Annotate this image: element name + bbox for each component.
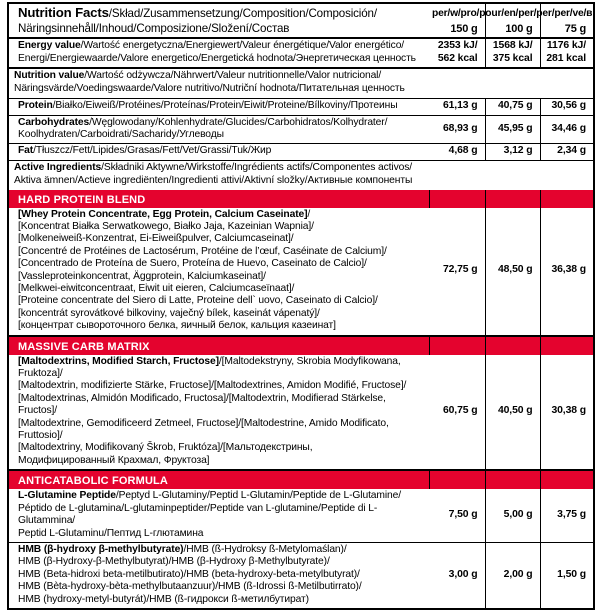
column-amount-2: 100 g [505, 22, 533, 35]
table-row [8, 355, 594, 471]
value-line-1: 40,50 g [497, 405, 533, 417]
section-band-row [8, 190, 594, 208]
value-line-2: 281 kcal [546, 52, 586, 64]
ingredient-name-8 [8, 208, 429, 336]
column-amount-3: 75 g [564, 22, 586, 35]
section-band-spacer-3 [540, 470, 594, 489]
section-band-spacer-1 [429, 470, 485, 489]
value-line-1: 2353 kJ/ [437, 40, 478, 52]
section-band-spacer-3 [540, 336, 594, 355]
panel-title-langs: /Skład/Zusammensetzung/Composition/Composición/ [108, 7, 377, 20]
value-line-1: 5,00 g [503, 508, 533, 520]
value-cell-1-3 [540, 38, 594, 68]
value-cell-5-2 [485, 144, 540, 161]
ingredient-lead-langs: /Tłuszcz/Fett/Lipides/Grasas/Fett/Vet/Grassi/Tuk/Жир [33, 145, 272, 157]
ingredient-line-8: [Proteine concentrate del Siero di Latte, Proteine dell` uovo, Caseinato di Calcio]/ [18, 295, 378, 307]
value-line-1: 1568 kJ/ [492, 40, 533, 52]
section-band [8, 190, 429, 208]
value-line-1: 1,50 g [557, 568, 586, 580]
value-cell-13-3 [540, 542, 594, 609]
ingredient-line-2: HMB (β-Hydroxy-β-Methylbutyrat)/HMB (β-Hydroxy β-Methylbutyrate)/ [18, 556, 330, 568]
ingredient-name-4 [8, 115, 429, 144]
ingredient-name-3 [8, 98, 429, 115]
ingredient-line-1 [18, 117, 425, 129]
section-band-title: HARD PROTEIN BLEND [18, 193, 146, 206]
value-cell-12-2 [485, 489, 540, 542]
value-cell-4-1 [429, 115, 485, 144]
ingredient-lead-langs: / [307, 208, 311, 220]
ingredient-line-2: [Maltodextrin, modifizierte Stärke, Fructose]/[Maltodextrines, Amidon Modifié, Fructose]/ [18, 380, 407, 392]
value-line-1: 61,13 g [442, 99, 478, 111]
section-band-row [8, 470, 594, 489]
section-band-spacer-1 [429, 190, 485, 208]
value-line-1: 68,93 g [442, 122, 478, 134]
table-row [8, 489, 594, 542]
ingredient-name-2 [8, 68, 594, 98]
ingredient-line-6: Модифицированный Крахмал, Фруктоза] [18, 454, 210, 466]
ingredient-line-5: [Maltodextriny, Modifikovaný Škrob, Fruktóza]/[Мальтодекстрины, [18, 442, 313, 454]
ingredient-line-1 [18, 145, 425, 157]
value-cell-10-2 [485, 355, 540, 471]
panel-title-bold: Nutrition Facts [18, 5, 109, 20]
table-row [8, 38, 594, 68]
value-line-1: 3,75 g [557, 508, 586, 520]
ingredient-lead: L-Glutamine Peptide [18, 490, 116, 502]
ingredient-name-5 [8, 144, 429, 161]
ingredient-line-1 [18, 356, 425, 381]
ingredient-lead: HMB (β-hydroxy β-methylbutyrate) [18, 543, 184, 555]
value-line-1: 36,38 g [551, 264, 586, 276]
value-line-1: 34,46 g [551, 122, 586, 134]
ingredient-line-2: Aktiva ämnen/Actieve ingrediënten/Ingredienti attivi/Aktivní složky/Активные компоненты [14, 174, 413, 186]
ingredient-lead-langs: /HMB (ß-Hydroksy ß-Metylomaślan)/ [183, 543, 347, 555]
section-band-spacer-3 [540, 190, 594, 208]
table-header-row [8, 3, 594, 38]
ingredient-line-4: [Maltodextrine, Gemodificeerd Zetmeel, Fructose]/[Maltodestrine, Amido Modificato, Fruttosio]/ [18, 417, 389, 442]
ingredient-lead: [Whey Protein Concentrate, Egg Protein, Calcium Caseinate] [18, 208, 308, 220]
section-band [8, 470, 429, 489]
value-cell-8-2 [485, 208, 540, 336]
ingredient-lead-langs: /Wartość energetyczna/Energiewert/Valeur énergétique/Valor energético/ [80, 40, 405, 52]
value-cell-13-1 [429, 542, 485, 609]
value-line-1: 3,12 g [503, 145, 533, 157]
value-cell-13-2 [485, 542, 540, 609]
ingredient-lead-langs: /Białko/Eiweiß/Protéines/Proteínas/Protein/Eiwit/Proteine/Bílkoviny/Протеины [52, 100, 398, 112]
ingredient-name-13 [8, 542, 429, 609]
ingredient-line-1 [18, 490, 425, 502]
ingredient-line-2: Koolhydraten/Carboidrati/Sacharidy/Углеводы [18, 128, 224, 140]
ingredient-line-6: [Vassleproteinkoncentrat, Äggprotein, Kalciumkaseinat]/ [18, 270, 266, 282]
section-band-title: MASSIVE CARB MATRIX [18, 340, 150, 353]
ingredient-lead-langs: /[Maltodekstryny, Skrobia Modyfikowana, Fruktoza]/ [18, 355, 401, 380]
value-cell-12-3 [540, 489, 594, 542]
ingredient-lead-langs: /Peptyd L-Glutaminy/Peptid L-Glutamin/Peptide de L-Glutamine/ [115, 490, 401, 502]
ingredient-lead: Nutrition value [14, 70, 85, 82]
panel-title-line1 [18, 6, 425, 22]
ingredient-name-1 [8, 38, 429, 68]
value-cell-5-3 [540, 144, 594, 161]
section-band-spacer-2 [485, 336, 540, 355]
ingredient-line-1 [18, 544, 425, 556]
value-cell-10-3 [540, 355, 594, 471]
ingredient-name-6 [8, 160, 594, 189]
section-band-spacer-1 [429, 336, 485, 355]
column-amount-1: 150 g [450, 22, 478, 35]
ingredient-line-1 [14, 70, 589, 83]
value-line-2: 375 kcal [492, 52, 533, 64]
value-line-1: 2,00 g [503, 568, 533, 580]
table-row [8, 208, 594, 336]
table-row [8, 98, 594, 115]
table-row [8, 68, 594, 98]
section-band-spacer-2 [485, 470, 540, 489]
value-line-1: 30,38 g [551, 405, 586, 417]
per-serving-label: per/w/pro/pour/en/per/per/per/ve/в [432, 8, 593, 19]
ingredient-lead: Protein [18, 100, 53, 112]
ingredient-line-2: [Koncentrat Białka Serwatkowego, Białko Jaja, Kazeinian Wapnia]/ [18, 220, 314, 232]
ingredient-line-5: [Concentrado de Proteína de Suero, Proteína de Huevo, Caseinato de Calcio]/ [18, 258, 367, 270]
value-cell-1-1 [429, 38, 485, 68]
ingredient-line-1 [18, 209, 425, 221]
value-line-1: 4,68 g [448, 145, 478, 157]
value-line-1: 48,50 g [497, 264, 533, 276]
ingredient-line-3: Peptid L-Glutaminu/Пептид L-глютамина [18, 527, 204, 539]
ingredient-lead-langs: /Wartość odżywcza/Nährwert/Valeur nutritionnelle/Valor nutricional/ [84, 70, 382, 82]
table-row [8, 160, 594, 189]
ingredient-name-12 [8, 489, 429, 542]
panel-title-line2: Näringsinnehåll/Inhoud/Composizione/Složení/Состав [18, 21, 290, 35]
ingredient-line-1 [14, 162, 589, 175]
ingredient-lead-langs: /Węglowodany/Kohlenhydrate/Glucides/Carbohidratos/Kolhydrater/ [89, 116, 388, 128]
value-cell-8-3 [540, 208, 594, 336]
table-row [8, 115, 594, 144]
value-cell-1-2 [485, 38, 540, 68]
value-cell-10-1 [429, 355, 485, 471]
section-band-spacer-2 [485, 190, 540, 208]
ingredient-line-2: Energi/Energiewaarde/Valore energetico/Energetická hodnota/Энергетическая ценность [18, 52, 416, 64]
ingredient-line-9: [koncentrát syrovátkové bilkoviny, vaječný bílek, kaseinát vápenatý]/ [18, 307, 320, 319]
table-body [8, 3, 594, 609]
value-line-1: 72,75 g [442, 264, 478, 276]
table-row [8, 542, 594, 609]
ingredient-line-3: [Maltodextrinas, Almidón Modificado, Fructosa]/[Maltodextrin, Modifierad Stärkelse, Fructos]/ [18, 392, 386, 417]
ingredient-line-2: Péptido de L-glutamina/L-glutaminpeptider/Peptide van L-glutamine/Peptide di L-Glutammina/ [18, 502, 378, 527]
panel-title [8, 3, 429, 38]
ingredient-line-4: [Concentré de Protéines de Lactosérum, Protéine de l’œuf, Caséinate de Calcium]/ [18, 245, 387, 257]
nutrition-facts-table [7, 2, 595, 610]
ingredient-line-3: [Molkeneiweiß-Konzentrat, Ei-Eiweißpulver, Calciumcaseinat]/ [18, 233, 294, 245]
ingredient-line-10: [концентрат сывороточного белка, яичный белок, кальция казеинат] [18, 320, 336, 332]
value-line-1: 60,75 g [442, 405, 478, 417]
ingredient-line-4: HMB (Bèta-hydroxy-bèta-methylbutaanzuur)/HMB (ß-Idrossi ß-Metilbutirrato)/ [18, 581, 362, 593]
ingredient-lead: Energy value [18, 40, 81, 52]
section-band-row [8, 336, 594, 355]
value-line-1: 30,56 g [551, 99, 586, 111]
value-cell-4-2 [485, 115, 540, 144]
ingredient-lead: Active Ingredients [14, 161, 102, 173]
value-line-1: 3,00 g [448, 568, 478, 580]
value-line-1: 2,34 g [557, 145, 586, 157]
ingredient-line-5: HMB (hydroxy-metyl-butyrát)/HMB (ß-гидрокси ß-метилбутират) [18, 593, 309, 605]
value-cell-3-3 [540, 98, 594, 115]
value-line-1: 7,50 g [448, 508, 478, 520]
table-row [8, 144, 594, 161]
ingredient-lead: Carbohydrates [18, 116, 90, 128]
ingredient-lead: [Maltodextrins, Modified Starch, Fructose] [18, 355, 219, 367]
ingredient-line-2: Näringsvärde/Voedingswaarde/Valore nutritivo/Nutriční hodnota/Питательная ценность [14, 83, 405, 95]
ingredient-name-10 [8, 355, 429, 471]
ingredient-line-7: [Melkwei-eiwitconcentraat, Eiwit uit eieren, Calciumcaseïnaat]/ [18, 283, 295, 294]
value-cell-3-1 [429, 98, 485, 115]
section-band [8, 336, 429, 355]
value-cell-3-2 [485, 98, 540, 115]
value-line-2: 562 kcal [437, 52, 478, 64]
value-line-1: 40,75 g [497, 99, 533, 111]
ingredient-line-1 [18, 100, 425, 112]
ingredient-line-3: HMB (Beta-hidroxi beta-metilbutirato)/HMB (beta-hydroxy-beta-metylbutyrat)/ [18, 568, 360, 580]
value-line-1: 45,95 g [497, 122, 533, 134]
value-cell-8-1 [429, 208, 485, 336]
ingredient-line-1 [18, 40, 425, 52]
ingredient-lead: Fat [18, 145, 34, 157]
value-line-1: 1176 kJ/ [546, 40, 586, 52]
value-cell-12-1 [429, 489, 485, 542]
ingredient-lead-langs: /Składniki Aktywne/Wirkstoffe/Ingrédients actifs/Componentes activos/ [101, 161, 412, 173]
value-cell-5-1 [429, 144, 485, 161]
value-cell-4-3 [540, 115, 594, 144]
section-band-title: ANTICATABOLIC FORMULA [18, 475, 168, 488]
